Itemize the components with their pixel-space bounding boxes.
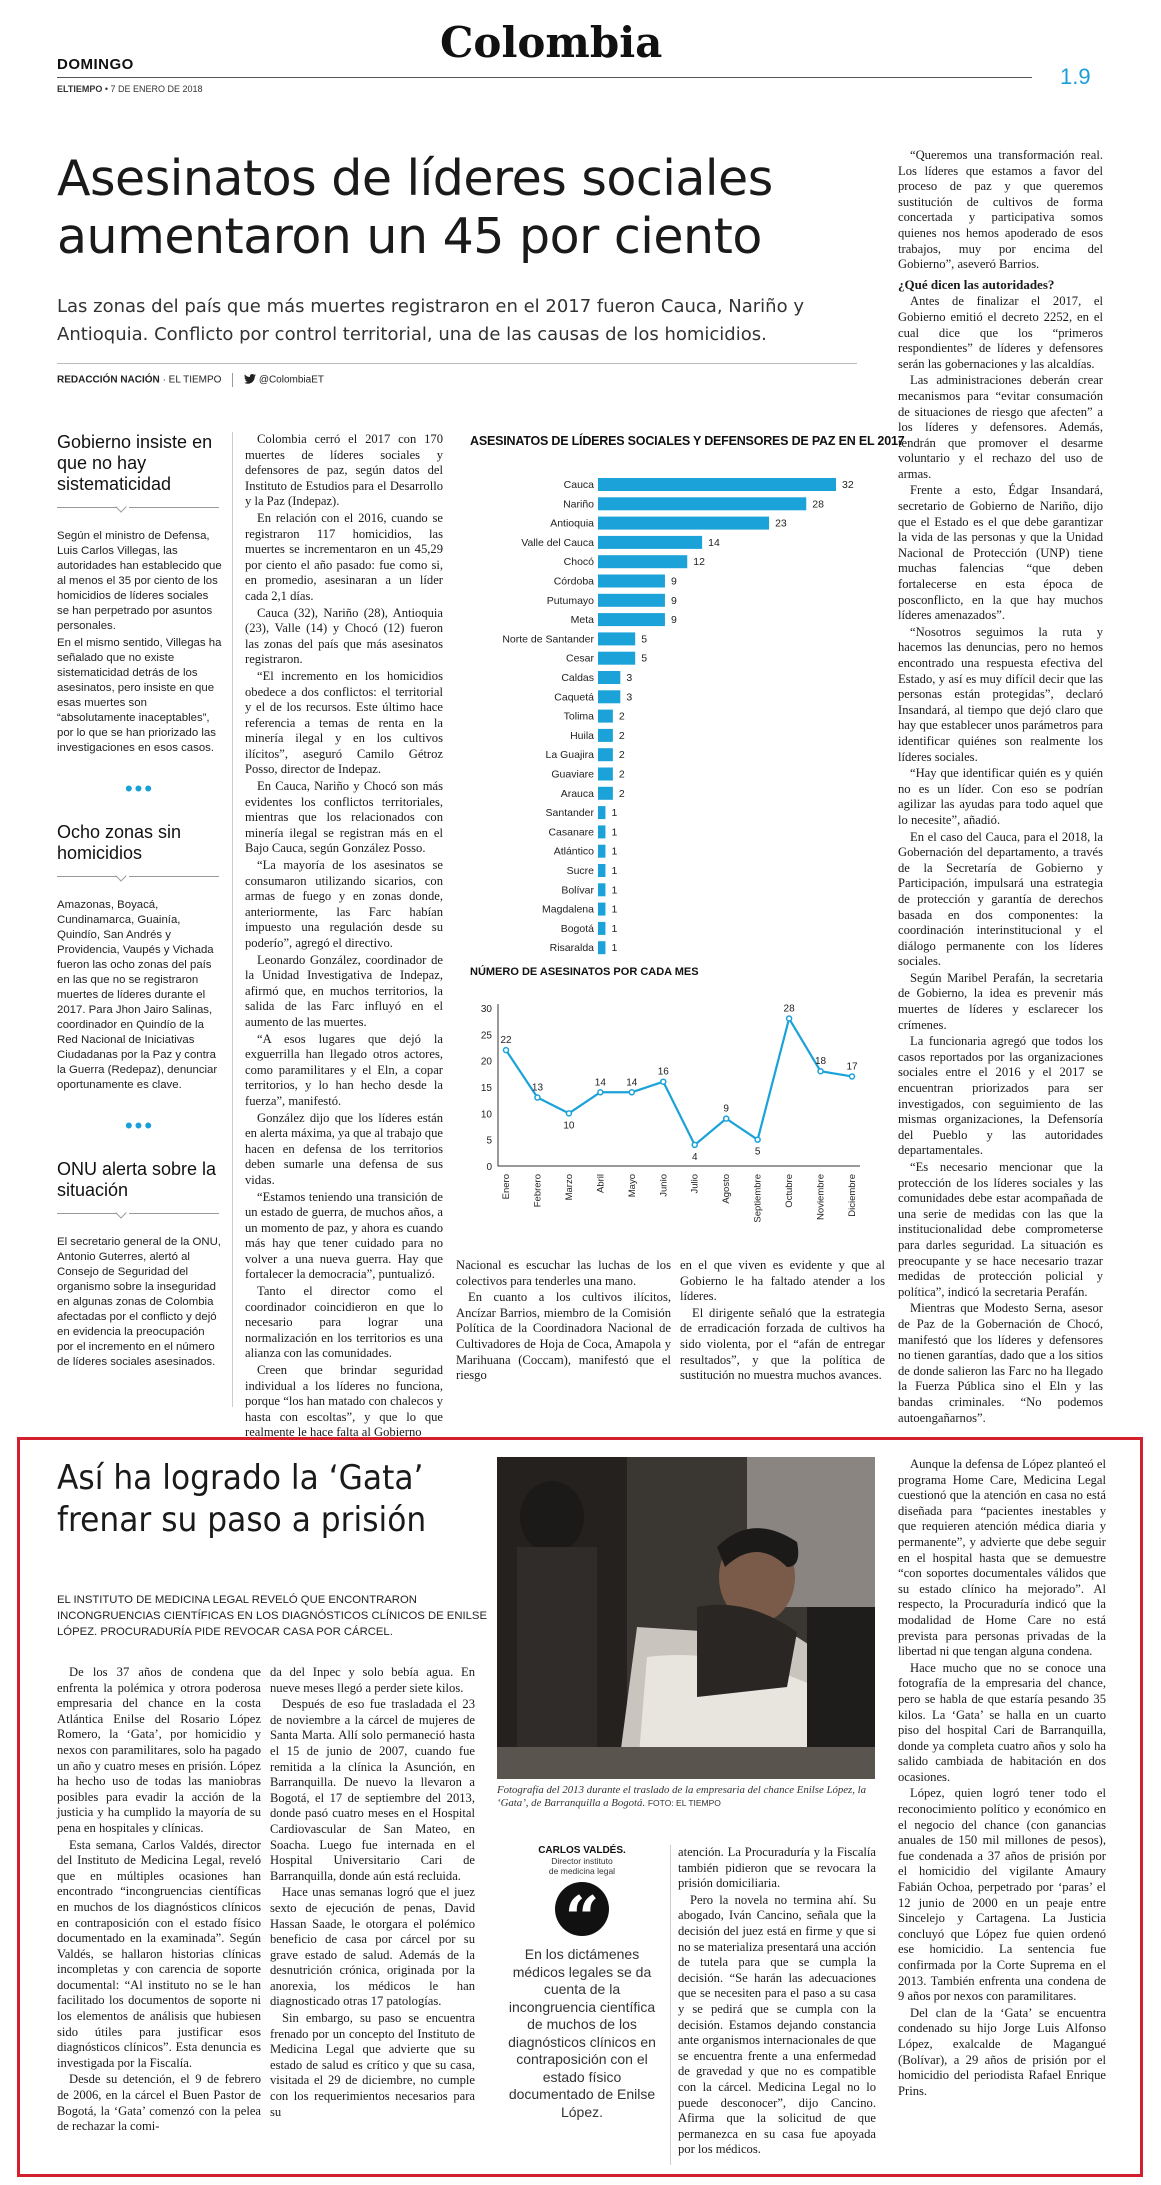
boxed-paragraph: Sin embargo, su paso se encuentra frenado por un concepto del Instituto de Medicina Legal que advierte que su estado de salud es crítico y que su casa, visitada el 29 de diciembre, no cumple con los requerimientos necesarios para su bbox=[270, 2011, 475, 2119]
bar-value: 2 bbox=[618, 787, 625, 800]
main-headline bbox=[57, 150, 877, 266]
byline bbox=[57, 373, 324, 387]
data-label: 18 bbox=[814, 1056, 827, 1068]
main-paragraph: Mientras que Modesto Serna, asesor de Paz de la Gobernación de Chocó, manifestó que los líderes y defensores no tienen garantías, dado que a los sitios de donde salieron las Farc no ha llegado la Fuerza Pública sino el Eln y las bandas criminales. “No podemos autoengañarnos”. bbox=[898, 1301, 1103, 1425]
x-tick-label: Diciembre bbox=[847, 1174, 858, 1217]
main-paragraph: La funcionaria agregó que todos los casos reportados por las organizaciones sociales entre el 2016 y el 2017 se encuentran priorizados para ser investigados, con seguimiento de las mismas organizaciones, la Defensoría del Pueblo y las autoridades departamentales. bbox=[898, 1034, 1103, 1158]
data-point bbox=[724, 1116, 729, 1121]
x-tick-label: Enero bbox=[501, 1174, 512, 1200]
main-paragraph: Colombia cerró el 2017 con 170 muertes de líderes sociales y defensores de paz, según datos del Instituto de Estudios para el Desarrollo y la Paz (Indepaz). bbox=[245, 432, 443, 509]
bar bbox=[598, 517, 769, 530]
bar bbox=[598, 922, 605, 935]
header-rule bbox=[57, 77, 1032, 78]
sidebar-chevron-3 bbox=[57, 1207, 222, 1223]
boxed-paragraph: Esta semana, Carlos Valdés, director del Instituto de Medicina Legal, reveló que en múltiples ocasiones han encontrado “incongruencias científicas en muchos de los diagnósticos clínicos en contraposición con el estado físico documentado en la examinada”. Según Valdés, se hallaron historias clínicas incompletas y con carencia de soporte documental: “Al instituto no se le han facilitado los documentos de soporte ni los elementos de análisis que hubiesen sido útiles para justificar esos diagnósticos clínicos”. Esta denuncia es investigada por la Fiscalía. bbox=[57, 1837, 261, 2070]
series-line bbox=[506, 1019, 852, 1145]
data-label: 28 bbox=[783, 1003, 795, 1015]
bar bbox=[598, 594, 665, 607]
main-paragraph: En relación con el 2016, cuando se registraron 117 homicidios, las muertes se incrementaron en un 45,29 por ciento el año pasado: fue como si, en promedio, asesinaran a un líder cada 2,1 días. bbox=[245, 510, 443, 603]
bar-label: Cauca bbox=[563, 479, 594, 491]
sidebar-para: Amazonas, Boyacá, Cundinamarca, Guainía, Quindío, San Andrés y Providencia, Vaupés y Vichada fueron las ocho zonas del país en las que no se registraron muertes de líderes durante el 2017. Para Jhon Jairo Salinas, coordinador en Quindío de la Red Nacional de Iniciativas Ciudadanas por la Paz y contra la Guerra (Redepaz), denunciar oportunamente es clave. bbox=[57, 899, 218, 1091]
x-tick-label: Febrero bbox=[532, 1174, 544, 1208]
bar bbox=[598, 768, 613, 781]
bar-value: 1 bbox=[611, 865, 618, 877]
sidebar-title-3: ONU alerta sobre la situación bbox=[57, 1159, 217, 1200]
main-paragraph: en el que viven es evidente y que al Gobierno le ha faltado atender a los líderes. bbox=[680, 1258, 885, 1304]
bar-value: 23 bbox=[775, 517, 787, 530]
main-paragraph: González dijo que los líderes están en alerta máxima, ya que al trabajo que hacen en defensa de los territorios deben sumarle una defensa de sus vidas. bbox=[245, 1110, 443, 1187]
twitter-icon bbox=[244, 374, 256, 387]
byline-paper: · EL TIEMPO bbox=[162, 374, 222, 386]
byline-desk: REDACCIÓN NACIÓN bbox=[57, 374, 160, 386]
bar bbox=[598, 497, 806, 510]
bar-label: Huila bbox=[570, 729, 594, 742]
data-label: 5 bbox=[754, 1146, 761, 1158]
header-day: DOMINGO bbox=[57, 56, 134, 73]
bar-chart bbox=[470, 456, 880, 955]
sidebar-chevron-2 bbox=[57, 870, 222, 886]
boxed-paragraph: Después de eso fue trasladada el 23 de noviembre a la cárcel de mujeres de Santa Marta. Allí solo permaneció hasta el 15 de junio de 2007, cuando fue remitida a la clínica la Asunción, en Barranquilla. De nuevo la llevaron a Bogotá, el 17 de septiembre del 2013, donde pasó cuatro meses en el Hospital Cardiovascular de San Mateo, en Soacha. Luego fue internada en el Hospital Universitario Cari de Barranquilla, donde aún está recluida. bbox=[270, 1697, 475, 1883]
boxed-col-2 bbox=[270, 1665, 475, 2170]
bar bbox=[598, 613, 665, 626]
bar-value: 1 bbox=[611, 807, 618, 820]
byline-divider bbox=[232, 373, 233, 387]
bar-value: 1 bbox=[611, 845, 618, 858]
bar bbox=[598, 748, 613, 761]
main-paragraph: Según Maribel Perafán, la secretaria de Gobierno, la idea es prevenir más muertes de líderes y esclarecer los crímenes. bbox=[898, 970, 1103, 1032]
quote-name: CARLOS VALDÉS. bbox=[538, 1845, 626, 1856]
bar-label: Nariño bbox=[563, 498, 594, 511]
x-tick-label: Agosto bbox=[721, 1174, 733, 1204]
bar-label: Chocó bbox=[563, 556, 594, 569]
bar-value: 9 bbox=[670, 575, 677, 588]
boxed-paragraph: Del clan de la ‘Gata’ se encuentra condenado su hijo Jorge Luis Alfonso López, exalcalde de Magangué (Bolívar), a 29 años de prisión por el homicidio del periodista Rafael Enrique Prins. bbox=[898, 2005, 1106, 2098]
data-point bbox=[504, 1048, 509, 1053]
bar-value: 2 bbox=[618, 729, 625, 742]
pull-quote bbox=[503, 1845, 661, 2121]
sidebar-para: El secretario general de la ONU, Antonio Guterres, alertó al Consejo de Seguridad del organismo sobre la inseguridad en algunas zonas de Colombia afectadas por el conflicto y dejó en evidencia la preocupación por el incremento en el número de líderes sociales asesinados. bbox=[57, 1236, 221, 1368]
bar bbox=[598, 632, 635, 645]
header-date: • 7 DE ENERO DE 2018 bbox=[104, 84, 203, 94]
bar-label: Magdalena bbox=[542, 903, 594, 916]
article-photo bbox=[497, 1457, 875, 1779]
separator-dots: ••• bbox=[124, 776, 155, 801]
sidebar-para: En el mismo sentido, Villegas ha señalado que no existe sistematicidad detrás de los asesinatos, pero insiste en que esas muertes son “absolutamente inaceptables”, por lo que se han priorizado las investigaciones en esos casos. bbox=[57, 637, 222, 754]
main-paragraph: Creen que brindar seguridad individual a los líderes no funciona, porque “los han matado con chalecos y hasta con escoltas”, y que lo que realmente le hace falta al Gobierno bbox=[245, 1363, 443, 1440]
x-tick-label: Julio bbox=[689, 1174, 701, 1194]
main-headline-line2: aumentaron un 45 por ciento bbox=[57, 208, 762, 265]
main-paragraph: Antes de finalizar el 2017, el Gobierno emitió el decreto 2252, en el cual dice que los “primeros respondientes” de líderes y defensores serán las gobernaciones y las alcaldías. bbox=[898, 294, 1103, 371]
sidebar-title-1: Gobierno insiste en que no hay sistematicidad bbox=[57, 432, 213, 494]
main-col-3 bbox=[680, 1258, 885, 1385]
header-dateline bbox=[57, 84, 203, 94]
x-tick-label: Octubre bbox=[784, 1174, 796, 1208]
bar-label: Bolívar bbox=[561, 884, 594, 897]
header-paper: ELTIEMPO bbox=[57, 84, 103, 94]
twitter-handle: @ColombiaET bbox=[258, 374, 324, 386]
quote-mark-icon bbox=[555, 1882, 609, 1954]
bar bbox=[598, 883, 605, 896]
bar-value: 1 bbox=[611, 942, 618, 955]
bar bbox=[598, 671, 620, 684]
bar-value: 14 bbox=[708, 536, 720, 549]
bar-label: Cesar bbox=[565, 652, 594, 665]
bar-value: 2 bbox=[618, 768, 625, 781]
data-label: 13 bbox=[531, 1082, 544, 1094]
boxed-headline-line1: Así ha logrado la ‘Gata’ bbox=[57, 1458, 424, 1498]
main-paragraph: “La mayoría de los asesinatos se consumaron utilizando sicarios, con armas de fuego y en zonas donde, anteriormente, las Farc habían impuesto una regulación desde su poderío”, agregó el directivo. bbox=[245, 858, 443, 950]
data-point bbox=[755, 1137, 760, 1142]
sidebar-body-3 bbox=[57, 1235, 222, 1370]
boxed-paragraph: Hace mucho que no se conoce una fotografía de la empresaria del chance, pero se habla de que estaría pesando 35 kilos. La ‘Gata’ se halla en un cuarto piso del hospital Cari de Barranquilla, donde ya completa cuatro años y solo ha salido cambiada de habitación en dos ocasiones. bbox=[898, 1660, 1106, 1784]
bar-label: Guaviare bbox=[551, 768, 594, 781]
boxed-paragraph: De los 37 años de condena que enfrenta la polémica y otrora poderosa empresaria del chance en la costa Atlántica Enilse del Rosario López Romero, la ‘Gata’, por homicidio y nexos con paramilitares, solo ha pagado un año y cuatro meses en prisión. López ha hecho uso de todas las maniobras posibles para evadir la acción de la justicia y ha cumplido la mayoría de su pena en hospitales y clínicas. bbox=[57, 1665, 261, 1835]
bar-label: Santander bbox=[545, 807, 594, 820]
main-paragraph: Frente a esto, Édgar Insandará, secretario de Gobierno de Nariño, dijo que el Estado es el que debe garantizar la vida de las personas y que la Unidad Nacional de Protección (UNP) tiene muchas falencias “que deben fortalecerse en esta época de posconflicto, en la que hay muchos líderes amenazados”. bbox=[898, 483, 1103, 623]
bar-value: 1 bbox=[611, 884, 618, 897]
sidebar bbox=[57, 432, 222, 1372]
photo-caption-text: Fotografía del 2013 durante el traslado de la empresaria del chance Enilse López, la ‘Gata’, de Barranquilla a Bogotá. bbox=[497, 1784, 867, 1809]
main-col-2 bbox=[456, 1258, 671, 1385]
main-paragraph: “Estamos teniendo una transición de un estado de guerra, de muchos años, a un momento de paz, y ahora es cuando más hay que tener cuidado para no volver a una nueva guerra. Hay que fortalecer la democracia”, puntualizó. bbox=[245, 1189, 443, 1282]
boxed-col-5 bbox=[898, 1457, 1106, 2172]
bar bbox=[598, 575, 665, 588]
photo-caption bbox=[497, 1784, 875, 1810]
bar bbox=[598, 903, 605, 916]
subhead-authorities: ¿Qué dicen las autoridades? bbox=[898, 276, 1055, 292]
main-paragraph: En cuanto a los cultivos ilícitos, Ancízar Barrios, miembro de la Comisión Política de la Coordinadora Nacional de Cultivadores de Hoja de Coca, Amapola y Marihuana (Coccam), manifestó que el riesgo bbox=[456, 1290, 671, 1383]
bar bbox=[598, 845, 605, 858]
data-point bbox=[661, 1079, 666, 1084]
separator-dots: ••• bbox=[124, 1113, 155, 1138]
bar bbox=[598, 478, 836, 491]
data-label: 10 bbox=[563, 1120, 575, 1132]
x-tick-label: Septiembre bbox=[752, 1174, 764, 1223]
bar-value: 1 bbox=[611, 922, 618, 935]
y-tick-label: 10 bbox=[480, 1109, 492, 1121]
boxed-paragraph: da del Inpec y solo bebía agua. En nueve meses llegó a perder siete kilos. bbox=[270, 1665, 475, 1695]
main-lead: Las zonas del país que más muertes registraron en el 2017 fueron Cauca, Nariño y Antioquia. Conflicto por control territorial, una de las causas de los homicidios. bbox=[57, 296, 804, 345]
bar bbox=[598, 941, 605, 954]
y-tick-label: 0 bbox=[486, 1162, 492, 1173]
data-point bbox=[818, 1069, 823, 1074]
main-paragraph: Nacional es escuchar las luchas de los colectivos para tenderles una mano. bbox=[456, 1258, 671, 1288]
boxed-paragraph: Hace unas semanas logró que el juez sexto de ejecución de penas, David Hassan Saade, le otorgara el polémico beneficio de casa por cárcel por su grave estado de salud. Además de la desnutrición crónica, originada por la anorexia, los médicos le han diagnosticado otras 17 patologías. bbox=[270, 1885, 475, 2009]
bar-value: 5 bbox=[641, 633, 648, 646]
main-paragraph: “Queremos una transformación real. Los líderes que estamos a favor del proceso de paz y que queremos sustitución de cultivos de forma concertada y participativa somos quienes nos hemos apoderado de esos trabajos, muy por encima del Gobierno”, aseveró Barrios. bbox=[898, 148, 1103, 272]
bar-value: 9 bbox=[670, 594, 677, 607]
quote-text: En los dictámenes médicos legales se da cuenta de la incongruencia científica de muchos de los diagnósticos clínicos en contraposición con el estado físico documentado de Enilse López. bbox=[508, 1946, 656, 2120]
data-point bbox=[850, 1074, 855, 1079]
bar-label: Risaralda bbox=[549, 942, 594, 955]
bar-value: 5 bbox=[641, 652, 648, 665]
main-paragraph: “A esos lugares que dejó la exguerrilla han llegado otros actores, como paramilitares y el Eln, a copar territorios, y lo han hecho desde la fuerza”, manifestó. bbox=[245, 1031, 443, 1108]
boxed-paragraph: atención. La Procuraduría y la Fiscalía también pidieron que se revocara la prisión domiciliaria. bbox=[678, 1845, 876, 1891]
y-tick-label: 30 bbox=[480, 1004, 492, 1015]
bar bbox=[598, 555, 687, 568]
quote-role-1: Director instituto bbox=[551, 1856, 613, 1866]
bar-label: Antioquia bbox=[550, 517, 594, 530]
bar-value: 12 bbox=[693, 556, 705, 569]
photo-illustration bbox=[497, 1457, 875, 1779]
lead-rule bbox=[57, 363, 857, 364]
main-paragraph: Tanto el director como el coordinador coincidieron en que lo necesario para lograr una normalización en los territorios es una alianza con las comunidades. bbox=[245, 1284, 443, 1361]
sidebar-title-2: Ocho zonas sin homicidios bbox=[57, 822, 182, 863]
y-tick-label: 25 bbox=[480, 1030, 492, 1042]
quote-role-2: de medicina legal bbox=[548, 1866, 616, 1876]
line-chart-title: NÚMERO DE ASESINATOS POR CADA MES bbox=[470, 966, 699, 978]
bar bbox=[598, 710, 613, 723]
boxed-paragraph: Desde su detención, el 9 de febrero de 2006, en la cárcel el Buen Pastor de Bogotá, la ‘Gata’ comenzó con la pelea de rechazar la comi- bbox=[57, 2072, 261, 2134]
sidebar-divider bbox=[232, 432, 233, 1407]
bar-value: 2 bbox=[618, 749, 625, 762]
bar-value: 9 bbox=[670, 614, 677, 627]
sidebar-chevron-1 bbox=[57, 501, 222, 517]
boxed-col-1 bbox=[57, 1665, 261, 2170]
bar bbox=[598, 787, 613, 800]
bar-label: Arauca bbox=[560, 787, 594, 800]
bar-label: Norte de Santander bbox=[502, 633, 594, 646]
data-label: 4 bbox=[691, 1151, 698, 1163]
boxed-paragraph: Pero la novela no termina ahí. Su abogado, Iván Cancino, señala que la decisión del juez está en firme y que si no se materializa presentará una acción de tutela para que se cumpla la decisión. “Se harán las adecuaciones que se necesiten para el paso a su casa y se pedirá que se cumpla con la decisión. Estamos dejando constancia ante organismos internacionales de que se encuentra frente a una enfermedad de gravedad y que no es compatible con la cárcel. Medicina Legal no lo puede desconocer”, dijo Cancino. Afirma que la solicitud de que permanezca en su casa fue apoyada por los médicos. bbox=[678, 1892, 876, 2157]
bar-label: Caldas bbox=[561, 672, 594, 684]
data-label: 16 bbox=[657, 1066, 669, 1078]
x-tick-label: Noviembre bbox=[815, 1174, 827, 1220]
bar bbox=[598, 536, 702, 549]
bar-label: Sucre bbox=[566, 865, 594, 877]
bar-label: Casanare bbox=[548, 826, 594, 839]
bar-chart-title: ASESINATOS DE LÍDERES SOCIALES Y DEFENSORES DE PAZ EN EL 2017 bbox=[470, 434, 905, 448]
data-point bbox=[535, 1095, 540, 1100]
data-label: 17 bbox=[846, 1061, 858, 1073]
bar-value: 32 bbox=[842, 479, 854, 491]
bar-label: Putumayo bbox=[546, 594, 594, 607]
bar-label: Valle del Cauca bbox=[521, 536, 594, 549]
data-label: 9 bbox=[723, 1103, 729, 1115]
bar-label: La Guajira bbox=[545, 749, 594, 762]
main-paragraph: “El incremento en los homicidios obedece a dos conflictos: el territorial y el de los recursos. Este último hace referencia a temas de renta en la minería ilegal y en los cultivos ilícitos”, aseguró Camilo Gétroz Posso, director de Indepaz. bbox=[245, 668, 443, 777]
main-paragraph: En Cauca, Nariño y Chocó son más evidentes los conflictos territoriales, mientras que los relacionados con minería ilegal se registran más en el Bajo Cauca, según González Posso. bbox=[245, 779, 443, 856]
boxed-paragraph: López, quien logró tener todo el reconocimiento político y económico en el negocio del chance (con ganancias anuales de 150 mil millones de pesos), fue condenada a 37 años de prisión por el homicidio del vigilante Amaury Fabián Ochoa, perpetrado por ‘paras’ el 12 junio de 2000 en un peaje entre Sincelejo y Cartagena. La Justicia concluyó que López fue quien ordenó ese homicidio. La sentencia fue confirmada por la Corte Suprema en el 2013. También enfrenta una condena de 9 años por nexos con paramilitares. bbox=[898, 1786, 1106, 2004]
main-col-right bbox=[898, 148, 1103, 1425]
main-paragraph: Leonardo González, coordinador de la Unidad Investigativa de Indepaz, afirmó que, en muchos territorios, la salida de las Farc influyó en el aumento de las muertes. bbox=[245, 952, 443, 1029]
data-point bbox=[629, 1090, 634, 1095]
quote-mark-glyph: “ bbox=[564, 1884, 600, 1954]
main-paragraph: El dirigente señaló que la estrategia de erradicación forzada de cultivos ha sido violenta, por el “afán de entregar resultados”, y que la política de sustitución no muestra muchos avances. bbox=[680, 1305, 885, 1383]
main-paragraph: Las administraciones deberán crear mecanismos para “evitar consumación de situaciones de riesgo que afecten” a los líderes y defensores. Además, tendrán que promover el desarme voluntario y el rechazo del uso de armas. bbox=[898, 373, 1103, 481]
x-tick-label: Marzo bbox=[563, 1174, 575, 1201]
y-tick-label: 5 bbox=[486, 1135, 492, 1147]
bar-label: Bogotá bbox=[560, 922, 594, 935]
main-paragraph: En el caso del Cauca, para el 2018, la Gobernación del departamento, a través de la Secretaría de Gobierno y Participación, impulsará una estrategia de protección y garantía de derechos basada en dos componentes: la coordinación interinstitucional y el diálogo permanente con los líderes sociales. bbox=[898, 829, 1103, 969]
bar-label: Tolima bbox=[563, 710, 594, 723]
y-tick-label: 15 bbox=[480, 1083, 492, 1094]
page-number: 1.9 bbox=[1060, 64, 1091, 89]
bar-label: Atlántico bbox=[553, 845, 594, 858]
bar-value: 28 bbox=[812, 498, 824, 511]
bar bbox=[598, 729, 613, 742]
bar-value: 3 bbox=[626, 691, 633, 704]
line-chart-axes bbox=[498, 1004, 860, 1166]
main-paragraph: “Hay que identificar quién es y quién no es un líder. Con eso se podrían agilizar las ayudas para todo aquel que lo necesite”, añadió. bbox=[898, 766, 1103, 827]
data-point bbox=[566, 1111, 571, 1116]
boxed-headline-line2: frenar su paso a prisión bbox=[57, 1500, 427, 1540]
x-tick-label: Mayo bbox=[626, 1174, 638, 1198]
photo-credit: FOTO: EL TIEMPO bbox=[647, 1798, 721, 1808]
bar-value: 2 bbox=[618, 710, 625, 723]
main-paragraph: “Nosotros seguimos la ruta y hacemos las denuncias, pero no hemos encontrado una respuesta efectiva del Estado, y así es muy difícil decir que las personas están protegidas”, declaró Insandará, al tiempo que dejó claro que hay que establecer unos parámetros para identificar quiénes son realmente los líderes sociales. bbox=[898, 624, 1103, 764]
boxed-paragraph: Aunque la defensa de López planteó el programa Home Care, Medicina Legal cuestionó que la atención en casa no está diseñada para “pacientes inestables y que requieren atención médica diaria y permanente”, y advierte que debe seguir en el hospital hasta que se demuestre “con soportes documentales válidos que su estado clínico ha mejorado”. Al respecto, la Procuraduría indicó que la modalidad de Home Care no está prevista para personas privadas de la libertad ni que tengan alguna condena. bbox=[898, 1457, 1106, 1659]
main-headline-line1: Asesinatos de líderes sociales bbox=[57, 150, 773, 207]
main-paragraph: “Es necesario mencionar que la protección de los líderes sociales y las comunidades debe estar acompañada de una serie de medidas con las que la institucionalidad debe comprometerse para darles seguridad. La situación es preocupante y se hace necesario trazar medidas de protección policial y política”, indicó la secretaria Perafán. bbox=[898, 1160, 1103, 1299]
sidebar-body-2 bbox=[57, 898, 222, 1093]
bar-label: Córdoba bbox=[553, 575, 594, 588]
bar-label: Caquetá bbox=[554, 691, 594, 704]
bar-value: 3 bbox=[626, 672, 633, 684]
bar-value: 1 bbox=[611, 826, 618, 839]
header-section: Colombia bbox=[440, 18, 663, 67]
data-point bbox=[787, 1016, 792, 1021]
boxed-col-4 bbox=[678, 1845, 876, 2170]
boxed-kicker: EL INSTITUTO DE MEDICINA LEGAL REVELÓ QUE ENCONTRARON INCONGRUENCIAS CIENTÍFICAS EN LOS DIAGNÓSTICOS CLÍNICOS DE ENILSE LÓPEZ. PROCURADURÍA PIDE REVOCAR CASA POR CÁRCEL. bbox=[57, 1594, 487, 1638]
x-tick-label: Abril bbox=[595, 1174, 607, 1194]
data-label: 14 bbox=[626, 1077, 638, 1089]
bar-value: 1 bbox=[611, 903, 618, 916]
bar bbox=[598, 864, 605, 877]
data-label: 14 bbox=[594, 1077, 606, 1089]
sidebar-body-1 bbox=[57, 529, 222, 756]
bar bbox=[598, 652, 635, 665]
data-point bbox=[692, 1142, 697, 1147]
line-chart bbox=[470, 988, 870, 1223]
data-label: 22 bbox=[500, 1035, 512, 1047]
main-paragraph: Cauca (32), Nariño (28), Antioquia (23), Valle (14) y Chocó (12) fueron las zonas del país que más asesinatos registraron. bbox=[245, 605, 443, 667]
x-tick-label: Junio bbox=[658, 1174, 670, 1197]
y-tick-label: 20 bbox=[480, 1056, 492, 1068]
main-col-1 bbox=[245, 432, 443, 1440]
bar bbox=[598, 825, 605, 838]
bar bbox=[598, 806, 605, 819]
sidebar-para: Según el ministro de Defensa, Luis Carlos Villegas, las autoridades han establecido que al menos el 35 por ciento de los homicidios de líderes sociales se han perpetrado por asuntos personales. bbox=[57, 530, 222, 632]
boxed-headline bbox=[57, 1457, 462, 1541]
bar bbox=[598, 690, 620, 703]
data-point bbox=[598, 1090, 603, 1095]
quote-divider bbox=[670, 1845, 671, 2165]
bar-label: Meta bbox=[570, 614, 594, 627]
